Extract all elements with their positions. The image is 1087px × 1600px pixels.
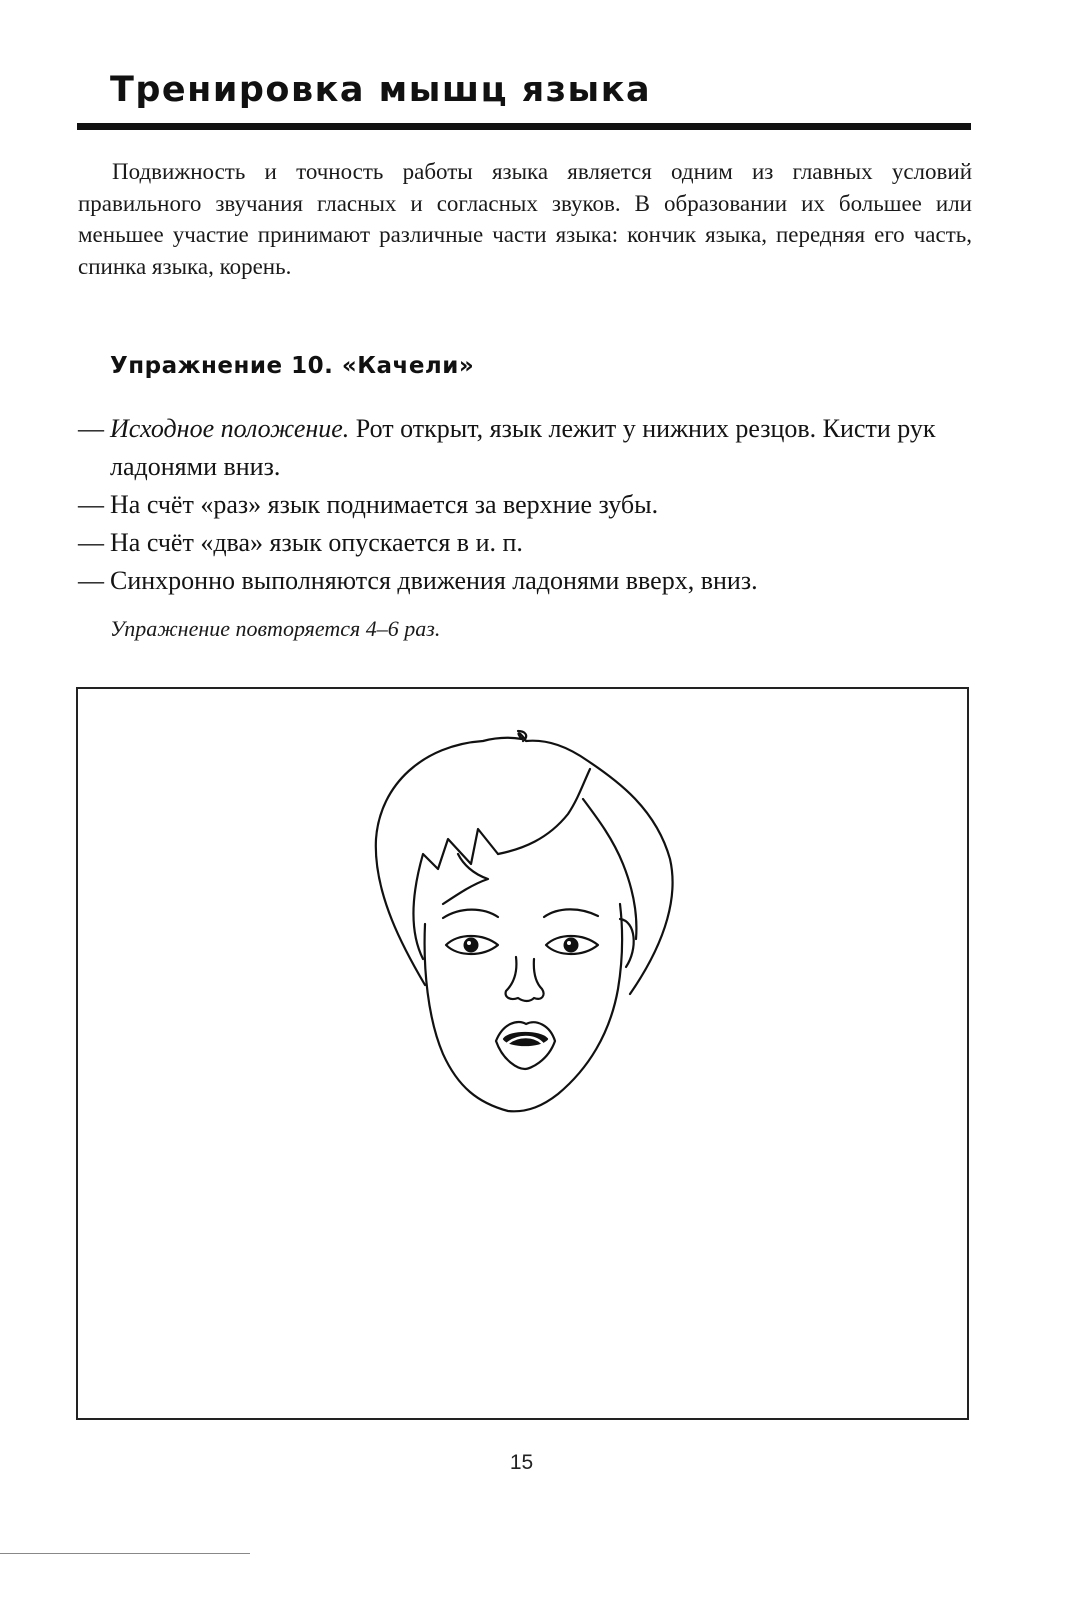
face-outline: [425, 904, 622, 1111]
step-text: Рот открыт, язык лежит у нижних резцов. Кисти рук ладонями вниз.: [110, 414, 936, 481]
illustration-frame: [76, 687, 969, 1420]
exercise-illustration: [78, 689, 971, 1422]
hair-outline: [376, 731, 673, 994]
step-dash: —: [78, 528, 104, 557]
step-item: [78, 524, 972, 562]
step-item: [78, 562, 972, 600]
right-eyebrow: [544, 909, 598, 917]
step-text: На счёт «раз» язык поднимается за верхние зубы.: [110, 490, 659, 519]
step-item: [78, 486, 972, 524]
left-eyebrow: [443, 910, 498, 918]
page-title: Тренировка мышц языка: [110, 70, 652, 110]
intro-paragraph: Подвижность и точность работы языка является одним из главных условий правильного звучания гласных и согласных звуков. В образовании их большее или меньшее участие принимают различные части языка: кончик языка, передняя его часть, спинка языка, корень.: [78, 159, 972, 279]
step-text: На счёт «два» язык опускается в и. п.: [110, 528, 523, 557]
step-italic-lead: Исходное положение.: [110, 414, 350, 443]
step-item: [78, 410, 972, 486]
exercise-heading: Упражнение 10. «Качели»: [110, 353, 475, 379]
step-dash: —: [78, 566, 104, 595]
footer-rule: [0, 1553, 250, 1554]
right-eye-icon: [546, 936, 598, 954]
step-dash: —: [78, 490, 104, 519]
open-mouth-icon: [496, 1022, 555, 1069]
exercise-steps: [78, 410, 972, 600]
step-dash: —: [78, 414, 104, 443]
repeat-note: Упражнение повторяется 4–6 раз.: [110, 616, 441, 641]
page-number: 15: [509, 1451, 534, 1474]
step-text: Синхронно выполняются движения ладонями вверх, вниз.: [110, 566, 758, 595]
left-eye-icon: [446, 936, 498, 954]
nose-icon: [506, 957, 544, 1001]
title-divider: [77, 123, 971, 130]
